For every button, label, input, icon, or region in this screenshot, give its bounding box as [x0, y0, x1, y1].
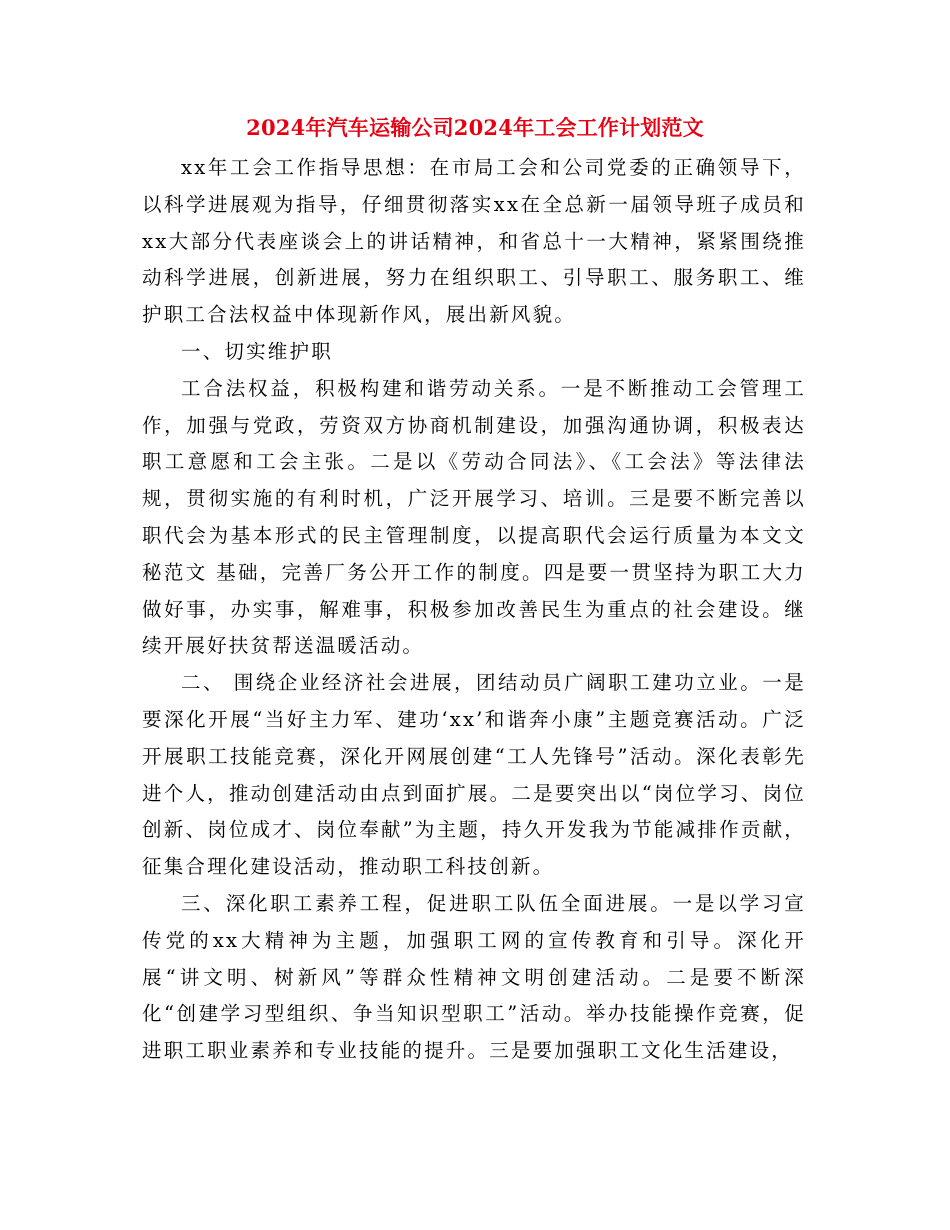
paragraph-rights-protection: 工合法权益，积极构建和谐劳动关系。一是不断推动工会管理工作，加强与党政，劳资双方协商机制建设，加强沟通协调，积极表达职工意愿和工会主张。二是以《劳动合同法》、《工会法》等法律法规，贯彻实施的有利时机，广泛开展学习、培训。三是要不断完善以职代会为基本形式的民主管理制度，以提高职代会运行质量为本文文秘范文 基础，完善厂务公开工作的制度。四是要一贯坚持为职工大力做好事，办实事，解难事，积极参加改善民生为重点的社会建设。继续开展好扶贫帮送温暖活动。: [142, 376, 806, 658]
paragraph-quality-project: 三、深化职工素养工程，促进职工队伍全面进展。一是以学习宣传党的xx大精神为主题，加强职工网的宣传教育和引导。深化开展“讲文明、树新风”等群众性精神文明创建活动。二是要不断深化“创建学习型组织、争当知识型职工”活动。举办技能操作竞赛，促进职工职业素养和专业技能的提升。三是要加强职工文化生活建设，: [142, 891, 806, 1063]
paragraph-economic-development: 二、 围绕企业经济社会进展，团结动员广阔职工建功立业。一是要深化开展“当好主力军、建功‘xx’和谐奔小康”主题竞赛活动。广泛开展职工技能竞赛，深化开网展创建“工人先锋号”活动。深化表彰先进个人，推动创建活动由点到面扩展。二是要突出以“岗位学习、岗位创新、岗位成才、岗位奉献”为主题，持久开发我为节能减排作贡献，征集合理化建设活动，推动职工科技创新。: [142, 671, 806, 879]
paragraph-guiding-thought: xx年工会工作指导思想：在市局工会和公司党委的正确领导下，以科学进展观为指导，仔细贯彻落实xx在全总新一届领导班子成员和xx大部分代表座谈会上的讲话精神，和省总十一大精神，紧紧围绕推动科学进展，创新进展，努力在组织职工、引导职工、服务职工、维护职工合法权益中体现新作风，展出新风貌。: [142, 156, 806, 327]
document-title: 2024年汽车运输公司2024年工会工作计划范文: [246, 115, 704, 140]
document-body: [142, 150, 806, 1070]
section-heading-one: 一、切实维护职: [181, 339, 333, 363]
